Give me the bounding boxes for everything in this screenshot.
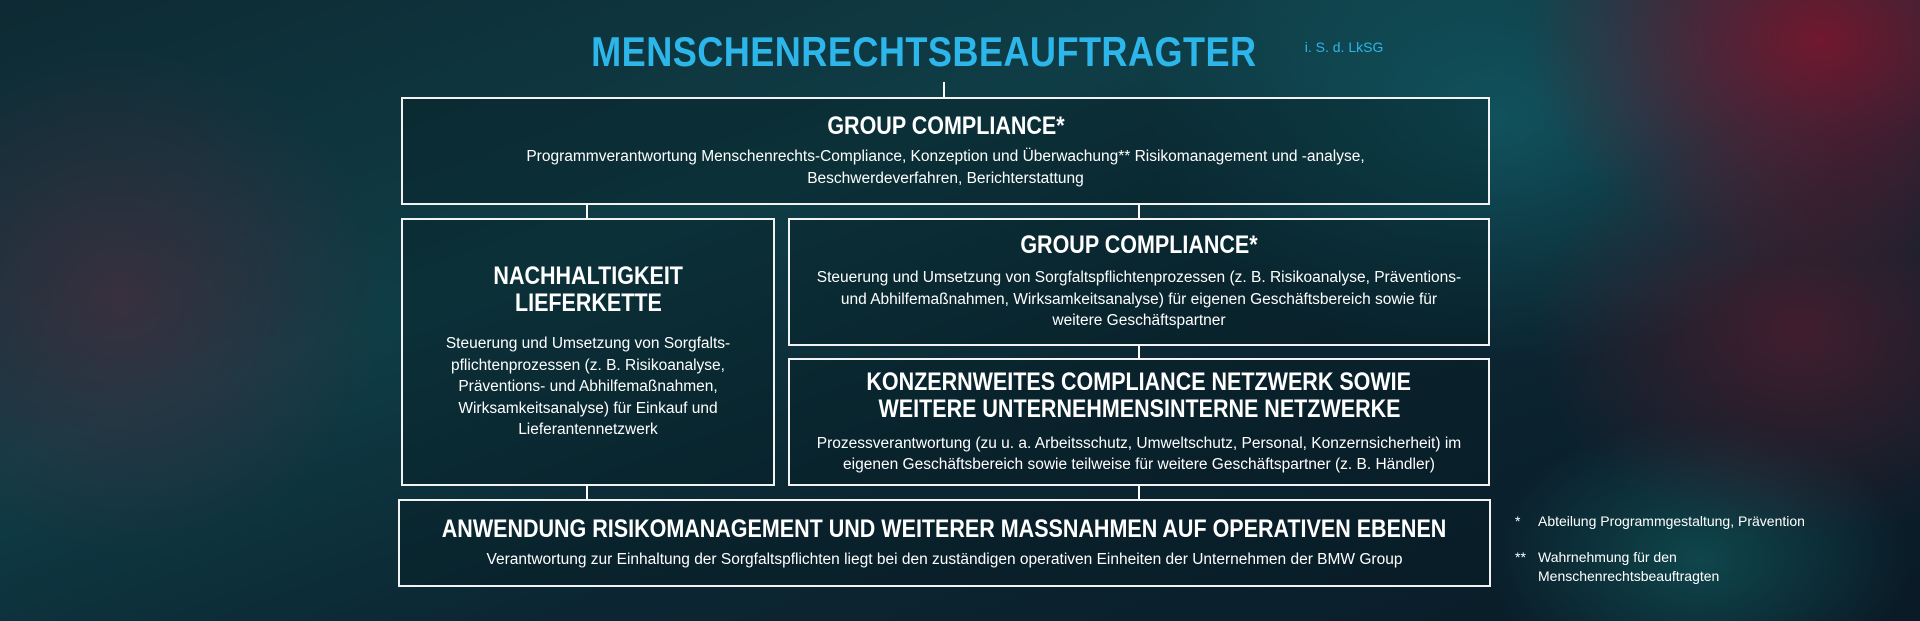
box-heading-line2: WEITERE UNTERNEHMENSINTERNE NETZWERKE bbox=[878, 394, 1400, 423]
box-heading-line1: NACHHALTIGKEIT bbox=[493, 262, 683, 291]
connector-title-to-top bbox=[943, 82, 945, 98]
box-heading-line1: KONZERNWEITES COMPLIANCE NETZWERK SOWIE bbox=[866, 367, 1412, 396]
box-text: Steuerung und Umsetzung von Sorgfalts- pflichtenprozessen (z. B. Risikoanalyse, Präventions- und Abhilfemaßnahmen, Wirksamkeitsanalyse) für Einkauf und Lieferantennetzwerk bbox=[445, 335, 731, 439]
title-main: MENSCHENRECHTSBEAUFTRAGTER bbox=[590, 28, 1257, 75]
footnote-mark: * bbox=[1515, 513, 1521, 529]
box-konzernweites-netzwerk bbox=[788, 358, 1490, 486]
box-text: Programmverantwortung Menschenrechts-Compliance, Konzeption und Überwachung** Risikomanagement und -analyse, Beschwerdeverfahren, Berichterstattung bbox=[526, 148, 1365, 187]
box-group-compliance-right bbox=[788, 218, 1490, 346]
box-nachhaltigkeit-lieferkette bbox=[401, 218, 775, 486]
box-group-compliance-top bbox=[401, 97, 1490, 205]
footnote bbox=[1515, 512, 1815, 531]
footnote bbox=[1515, 548, 1815, 586]
footnote-text: Abteilung Programmgestaltung, Prävention bbox=[1538, 513, 1805, 529]
box-heading: GROUP COMPLIANCE* bbox=[1020, 231, 1258, 260]
box-heading: GROUP COMPLIANCE* bbox=[826, 112, 1065, 140]
box-heading: ANWENDUNG RISIKOMANAGEMENT UND WEITERER MASSNAHMEN AUF OPERATIVEN EBENEN bbox=[442, 514, 1447, 543]
footnote-mark: ** bbox=[1515, 549, 1526, 565]
box-heading-line2: LIEFERKETTE bbox=[514, 289, 662, 318]
footnotes bbox=[1515, 512, 1815, 603]
footnote-text: Wahrnehmung für den Menschenrechtsbeauftragten bbox=[1538, 549, 1720, 584]
box-text: Verantwortung zur Einhaltung der Sorgfaltspflichten liegt bei den zuständigen operativen Einheiten der Unternehmen der BMW Group bbox=[486, 550, 1403, 568]
connector-righttop-to-rightbottom bbox=[1138, 345, 1140, 359]
box-anwendung-risikomanagement bbox=[398, 499, 1491, 587]
box-text: Prozessverantwortung (zu u. a. Arbeitsschutz, Umweltschutz, Personal, Konzernsicherheit) im eigenen Geschäftsbereich sowie teilweise für weitere Geschäftspartner (z. B. Händler) bbox=[816, 434, 1462, 473]
title-subscript: i. S. d. LkSG bbox=[1304, 39, 1384, 55]
box-text: Steuerung und Umsetzung von Sorgfaltspflichtenprozessen (z. B. Risikoanalyse, Präventions- und Abhilfemaßnahmen, Wirksamkeitsanalyse) für eigenen Geschäftsbereich sowie für weitere Geschäftspartner bbox=[816, 269, 1462, 330]
diagram-title bbox=[0, 28, 1920, 76]
